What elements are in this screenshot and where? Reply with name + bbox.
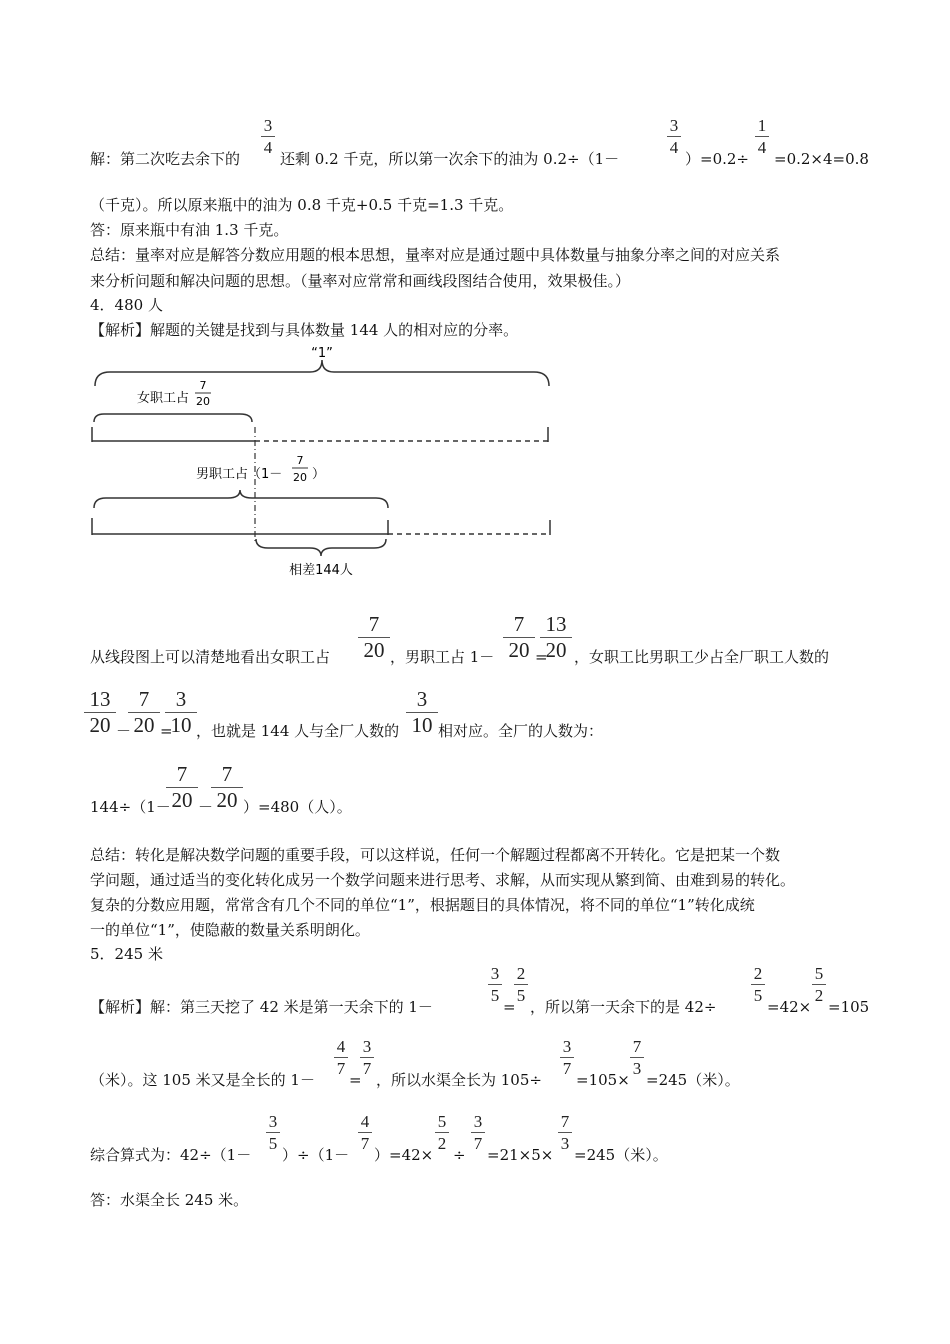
fraction-4-7: 4 7 [358,1113,372,1152]
fraction-13-20: 13 20 [540,614,572,661]
p3-summary-1: 总结：量率对应是解答分数应用题的根本思想，量率对应是通过题中具体数量与抽象分率之间的对应关系 [90,246,781,264]
fraction-3-10: 3 10 [165,689,197,736]
female-brace [94,414,252,422]
fraction-4-7: 4 7 [334,1038,348,1077]
p4-summary-3: 复杂的分数应用题，常常含有几个不同的单位“1”，根据题目的具体情况，将不同的单位“1”转化成统 [90,896,755,914]
male-label: 男职工占（1－ [196,467,283,482]
p5-c3: ）=42× [374,1146,434,1164]
whole-brace [95,360,549,386]
male-brace [94,490,388,508]
fraction-3-5: 3 5 [488,965,502,1004]
p4-title: 4．480 人 [90,296,163,314]
fraction-3-4: 3 4 [667,117,681,156]
fraction-3-7: 3 7 [471,1113,485,1152]
p3-answer: 答：原来瓶中有油 1.3 千克。 [90,221,289,239]
p5-b1: （米）。这 105 米又是全长的 1－ [90,1071,315,1089]
fraction-7-3: 7 3 [558,1113,572,1152]
female-frac-d: 20 [196,395,210,408]
p3-summary-2: 来分析问题和解决问题的思想。（量率对应常常和画线段图结合使用，效果极佳。） [90,272,631,290]
p5-answer: 答：水渠全长 245 米。 [90,1191,249,1209]
p4-s1-d: ，女职工比男职工少占全厂职工人数的 [574,648,830,666]
p3-line1-b: 还剩 0.2 千克，所以第一次余下的油为 0.2÷（1－ [280,150,620,168]
fraction-7-20: 7 20 [358,614,390,661]
p3-line1-d: =0.2×4=0.8 [774,150,869,168]
fraction-13-20: 13 20 [84,689,116,736]
p3-line2: （千克）。所以原来瓶中的油为 0.8 千克+0.5 千克=1.3 千克。 [90,196,514,214]
p5-c2: ）÷（1－ [282,1146,350,1164]
p4-summary-1: 总结：转化是解决数学问题的重要手段，可以这样说，任何一个解题过程都离不开转化。它是把某一个数 [90,846,781,864]
p4-s2-minus: － [116,722,132,740]
fraction-7-3: 7 3 [630,1038,644,1077]
fraction-3-4: 3 4 [261,117,275,156]
whole-label: “1” [311,346,333,361]
p3-line1-a: 解：第二次吃去余下的 [90,150,241,168]
p5-c4: ÷ [453,1146,466,1164]
p5-b3: ，所以水渠全长为 105÷ [376,1071,542,1089]
p4-s2-equals: = [160,722,173,740]
p5-title: 5．245 米 [90,945,163,963]
p5-a4: =42× [767,998,812,1016]
p5-c6: =245（米）。 [574,1146,668,1164]
p5-b4: =105× [576,1071,630,1089]
p5-a1: 【解析】解：第三天挖了 42 米是第一天余下的 1－ [90,998,433,1016]
p3-line1-c: ）=0.2÷ [685,150,749,168]
male-frac-n: 7 [296,454,304,467]
fraction-2-5: 2 5 [514,965,528,1004]
female-label: 女职工占 [137,391,190,406]
p4-summary-2: 学问题，通过适当的变化转化成另一个数学问题来进行思考、求解，从而实现从繁到简、由难到易的转化。 [90,871,796,889]
p4-s1-b: ，男职工占 1－ [390,648,495,666]
fraction-2-5: 2 5 [751,965,765,1004]
fraction-5-2: 5 2 [435,1113,449,1152]
fraction-7-20: 7 20 [166,764,198,811]
p4-s1-a: 从线段图上可以清楚地看出女职工占 [90,648,331,666]
p5-b2: = [349,1071,362,1089]
p4-analysis: 【解析】解题的关键是找到与具体数量 144 人的相对应的分率。 [90,321,519,339]
p5-b5: =245（米）。 [646,1071,740,1089]
p4-s1-c: = [535,648,548,666]
female-frac-n: 7 [199,379,207,392]
p4-s2-c: ，也就是 144 人与全厂人数的 [196,722,400,740]
p5-a2: = [503,998,516,1016]
p4-s3-minus: － [198,798,214,816]
line-segment-diagram [90,342,560,582]
p5-c5: =21×5× [487,1146,554,1164]
p5-c1: 综合算式为：42÷（1－ [90,1146,252,1164]
difference-label: 相差144人 [289,563,353,578]
fraction-5-2: 5 2 [812,965,826,1004]
p4-s3-a: 144÷（1－ [90,798,171,816]
p5-a5: =105 [828,998,870,1016]
fraction-3-10: 3 10 [406,689,438,736]
fraction-3-7: 3 7 [560,1038,574,1077]
fraction-1-4: 1 4 [755,117,769,156]
male-frac-d: 20 [293,471,307,484]
fraction-7-20: 7 20 [503,614,535,661]
fraction-3-7: 3 7 [360,1038,374,1077]
fraction-7-20: 7 20 [128,689,160,736]
difference-brace [256,539,386,556]
male-close: ） [312,467,326,482]
fraction-7-20: 7 20 [211,764,243,811]
p4-summary-4: 一的单位“1”，使隐蔽的数量关系明朗化。 [90,921,370,939]
p5-a3: ，所以第一天余下的是 42÷ [530,998,717,1016]
p4-s2-d: 相对应。全厂的人数为： [438,722,604,740]
fraction-3-5: 3 5 [266,1113,280,1152]
p4-s3-c: ）=480（人）。 [243,798,352,816]
